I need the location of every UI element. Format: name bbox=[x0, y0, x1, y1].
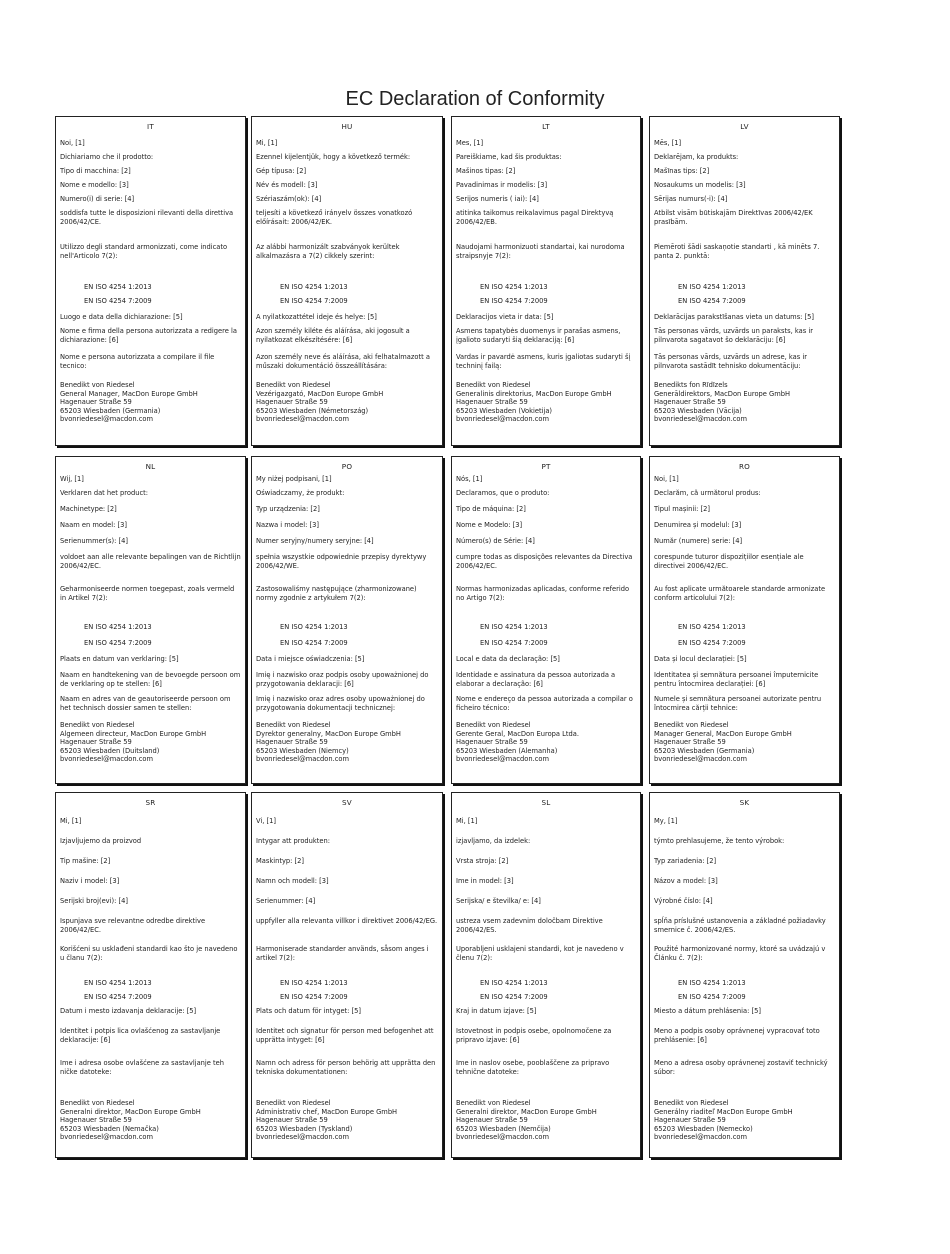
standard-line: EN ISO 4254 7:2009 bbox=[84, 297, 152, 305]
declaration-line: Plaats en datum van verklaring: [5] bbox=[60, 655, 179, 663]
language-code: NL bbox=[145, 462, 156, 471]
declaration-line: Azon személy kiléte és aláírása, aki jogosult a nyilatkozat elkészítésére: [6] bbox=[256, 327, 412, 344]
declaration-line: Naam en model: [3] bbox=[60, 521, 127, 529]
language-code: LT bbox=[542, 122, 550, 131]
standard-line: EN ISO 4254 7:2009 bbox=[84, 993, 152, 1001]
declaration-line: Pavadinimas ir modelis: [3] bbox=[456, 181, 548, 189]
declaration-line: Namn och modell: [3] bbox=[256, 877, 329, 885]
standard-line: EN ISO 4254 1:2013 bbox=[678, 979, 746, 987]
declaration-line: Naziv i model: [3] bbox=[60, 877, 120, 885]
declaration-line: Machinetype: [2] bbox=[60, 505, 117, 513]
declaration-line: izjavljamo, da izdelek: bbox=[456, 837, 531, 845]
declaration-line: Geharmoniseerde normen toegepast, zoals vermeld in Artikel 7(2): bbox=[60, 585, 237, 602]
contact-block: Benedikt von Riedesel Dyrektor generalny, MacDon Europe GmbH Hagenauer Straße 59 65203 Wiesbaden (Niemcy) bvonriedesel@macdon.com bbox=[256, 721, 401, 763]
declaration-line: Typ urządzenia: [2] bbox=[256, 505, 320, 513]
contact-block: Benedikt von Riedesel Manager General, MacDon Europe GmbH Hagenauer Straße 59 65203 Wiesbaden (Germania) bvonriedesel@macdon.com bbox=[654, 721, 792, 763]
declaration-line: Nome e modello: [3] bbox=[60, 181, 129, 189]
declaration-line: Gép típusa: [2] bbox=[256, 167, 307, 175]
declaration-line: Naam en adres van de geautoriseerde persoon om het technisch dossier samen te stellen: bbox=[60, 695, 233, 712]
standard-line: EN ISO 4254 7:2009 bbox=[678, 639, 746, 647]
declaration-line: Nosaukums un modelis: [3] bbox=[654, 181, 746, 189]
declaration-line: Vrsta stroja: [2] bbox=[456, 857, 509, 865]
declaration-line: My niżej podpisani, [1] bbox=[256, 475, 332, 483]
declaration-box-it bbox=[55, 116, 246, 446]
language-code: PO bbox=[341, 462, 353, 471]
declaration-box-po bbox=[251, 456, 443, 784]
declaration-line: Utilizzo degli standard armonizzati, come indicato nell'Articolo 7(2): bbox=[60, 243, 230, 260]
declaration-line: Vardas ir pavardė asmens, kuris įgaliotas sudaryti šį techninį failą: bbox=[456, 353, 633, 370]
declaration-line: Naam en handtekening van de bevoegde persoon om de verklaring op te stellen: [6] bbox=[60, 671, 243, 688]
declaration-line: Meno a podpis osoby oprávnenej vypracovať toto prehlásenie: [6] bbox=[654, 1027, 822, 1044]
standard-line: EN ISO 4254 7:2009 bbox=[84, 639, 152, 647]
declaration-line: My, [1] bbox=[654, 817, 678, 825]
contact-block: Benedikt von Riedesel Generalinis direktorius, MacDon Europe GmbH Hagenauer Straße 59 65203 Wiesbaden (Vokietija) bvonriedesel@macdon.com bbox=[456, 381, 612, 423]
declaration-line: Serijska/ e številka/ e: [4] bbox=[456, 897, 541, 905]
declaration-line: corespunde tuturor dispozițiilor esențiale ale directivei 2006/42/EC. bbox=[654, 553, 806, 570]
standard-line: EN ISO 4254 7:2009 bbox=[678, 993, 746, 1001]
declaration-line: Dichiariamo che il prodotto: bbox=[60, 153, 154, 161]
declaration-line: Datum i mesto izdavanja deklaracije: [5] bbox=[60, 1007, 197, 1015]
declaration-line: Noi, [1] bbox=[654, 475, 679, 483]
declaration-line: Noi, [1] bbox=[60, 139, 85, 147]
declaration-box-lv bbox=[649, 116, 840, 446]
contact-block: Benedikt von Riedesel Gerente Geral, MacDon Europa Ltda. Hagenauer Straße 59 65203 Wiesbaden (Alemanha) bvonriedesel@macdon.com bbox=[456, 721, 579, 763]
language-code: PT bbox=[541, 462, 551, 471]
declaration-line: Namn och adress för person behörig att upprätta den tekniska dokumentationen: bbox=[256, 1059, 438, 1076]
declaration-line: Pareiškiame, kad šis produktas: bbox=[456, 153, 562, 161]
declaration-line: Tās personas vārds, uzvārds un adrese, kas ir pilnvarota sastādīt tehnisko dokumentāciju: bbox=[654, 353, 810, 370]
declaration-line: Plats och datum för intyget: [5] bbox=[256, 1007, 362, 1015]
declaration-line: Identitatea și semnătura persoanei împuternicite pentru întocmirea declarației: [6] bbox=[654, 671, 821, 688]
language-code: SV bbox=[342, 798, 352, 807]
declaration-line: Serijski broj(evi): [4] bbox=[60, 897, 128, 905]
declaration-line: Numele și semnătura persoanei autorizate pentru întocmirea cărții tehnice: bbox=[654, 695, 824, 712]
declaration-line: Declaramos, que o produto: bbox=[456, 489, 550, 497]
declaration-line: Oświadczamy, że produkt: bbox=[256, 489, 345, 497]
declaration-line: Tipo di macchina: [2] bbox=[60, 167, 131, 175]
declaration-line: Piemēroti šādi saskaņotie standarti , kā minēts 7. panta 2. punktā: bbox=[654, 243, 822, 260]
language-code: SR bbox=[145, 798, 156, 807]
declaration-line: Mi, [1] bbox=[60, 817, 82, 825]
declaration-line: voldoet aan alle relevante bepalingen van de Richtlijn 2006/42/EC. bbox=[60, 553, 243, 570]
declaration-line: cumpre todas as disposições relevantes da Directiva 2006/42/EC. bbox=[456, 553, 635, 570]
declaration-line: ustreza vsem zadevnim določbam Direktive 2006/42/ES. bbox=[456, 917, 605, 934]
declaration-line: Tipul mașinii: [2] bbox=[654, 505, 710, 513]
declaration-line: Normas harmonizadas aplicadas, conforme referido no Artigo 7(2): bbox=[456, 585, 632, 602]
declaration-line: Deklarācijas parakstīšanas vieta un datums: [5] bbox=[654, 313, 815, 321]
declaration-line: Ezennel kijelentjük, hogy a következő termék: bbox=[256, 153, 411, 161]
declaration-line: Imię i nazwisko oraz adres osoby upoważnionej do przygotowania dokumentacji technicznej: bbox=[256, 695, 427, 712]
declaration-line: Azon személy neve és aláírása, aki felhatalmazott a műszaki dokumentáció összeállítására: bbox=[256, 353, 433, 370]
contact-block: Benedikt von Riedesel General Manager, MacDon Europe GmbH Hagenauer Straße 59 65203 Wiesbaden (Germania) bvonriedesel@macdon.com bbox=[60, 381, 198, 423]
declaration-line: Denumirea și modelul: [3] bbox=[654, 521, 742, 529]
declaration-line: spełnia wszystkie odpowiednie przepisy dyrektywy 2006/42/WE. bbox=[256, 553, 429, 570]
declaration-line: Izjavljujemo da proizvod bbox=[60, 837, 142, 845]
language-code: HU bbox=[341, 122, 353, 131]
declaration-line: Ispunjava sve relevantne odredbe direktive 2006/42/EC. bbox=[60, 917, 208, 934]
declaration-line: Número(s) de Série: [4] bbox=[456, 537, 535, 545]
standard-line: EN ISO 4254 1:2013 bbox=[480, 623, 548, 631]
declaration-line: Vi, [1] bbox=[256, 817, 277, 825]
declaration-box-sk bbox=[649, 792, 840, 1158]
language-code: IT bbox=[147, 122, 154, 131]
standard-line: EN ISO 4254 7:2009 bbox=[480, 639, 548, 647]
standard-line: EN ISO 4254 1:2013 bbox=[280, 283, 348, 291]
standard-line: EN ISO 4254 1:2013 bbox=[84, 623, 152, 631]
declaration-line: Korišćeni su usklađeni standardi kao što je navedeno u članu 7(2): bbox=[60, 945, 240, 962]
declaration-line: Tip mašine: [2] bbox=[60, 857, 111, 865]
declaration-box-pt bbox=[451, 456, 641, 784]
declaration-line: Istovetnost in podpis osebe, opolnomočene za pripravo izjave: [6] bbox=[456, 1027, 614, 1044]
declaration-line: Kraj in datum izjave: [5] bbox=[456, 1007, 537, 1015]
declaration-line: Număr (numere) serie: [4] bbox=[654, 537, 743, 545]
declaration-box-hu bbox=[251, 116, 443, 446]
document-title: EC Declaration of Conformity bbox=[345, 88, 605, 110]
declaration-line: Mes, [1] bbox=[456, 139, 484, 147]
declaration-line: Au fost aplicate următoarele standarde armonizate conform articolului 7(2): bbox=[654, 585, 828, 602]
declaration-line: Az alábbi harmonizált szabványok kerültek alkalmazásra a 7(2) cikkely szerint: bbox=[256, 243, 402, 260]
declaration-line: Nome e firma della persona autorizzata a redigere la dichiarazione: [6] bbox=[60, 327, 240, 344]
contact-block: Benedikt von Riedesel Algemeen directeur, MacDon Europe GmbH Hagenauer Straße 59 65203 Wiesbaden (Duitsland) bvonriedesel@macdon.com bbox=[60, 721, 207, 763]
language-code: RO bbox=[738, 462, 751, 471]
declaration-line: Verklaren dat het product: bbox=[60, 489, 148, 497]
declaration-line: Wij, [1] bbox=[60, 475, 84, 483]
standard-line: EN ISO 4254 7:2009 bbox=[678, 297, 746, 305]
declaration-box-ro bbox=[649, 456, 840, 784]
declaration-line: Miesto a dátum prehlásenia: [5] bbox=[654, 1007, 761, 1015]
declaration-line: Identidade e assinatura da pessoa autorizada a elaborar a declaração: [6] bbox=[456, 671, 618, 688]
language-code: LV bbox=[740, 122, 749, 131]
declaration-box-sl bbox=[451, 792, 641, 1158]
declaration-line: Mi, [1] bbox=[456, 817, 478, 825]
declaration-line: Asmens tapatybės duomenys ir parašas asmens, įgalioto sudaryti šią deklaraciją: [6] bbox=[456, 327, 623, 344]
standard-line: EN ISO 4254 1:2013 bbox=[280, 979, 348, 987]
standard-line: EN ISO 4254 7:2009 bbox=[280, 297, 348, 305]
contact-block: Benedikt von Riedesel Vezérigazgató, MacDon Europe GmbH Hagenauer Straße 59 65203 Wiesbaden (Németország) bvonriedesel@macdon.com bbox=[256, 381, 384, 423]
declaration-line: Maskintyp: [2] bbox=[256, 857, 304, 865]
declaration-line: Deklarējam, ka produkts: bbox=[654, 153, 739, 161]
declaration-line: Meno a adresa osoby oprávnenej zostaviť technický súbor: bbox=[654, 1059, 830, 1076]
declaration-line: Harmoniserade standarder används, såsom anges i artikel 7(2): bbox=[256, 945, 431, 962]
declaration-line: Local e data da declaração: [5] bbox=[456, 655, 560, 663]
declaration-line: Data și locul declarației: [5] bbox=[654, 655, 747, 663]
declaration-line: Sērijas numurs(-i): [4] bbox=[654, 195, 728, 203]
contact-block: Benedikt von Riedesel Generálny riaditeľ MacDon Europe GmbH Hagenauer Straße 59 65203 Wiesbaden (Nemecko) bvonriedesel@macdon.com bbox=[654, 1099, 793, 1141]
declaration-line: Ime i adresa osobe ovlašćene za sastavljanje teh ničke datoteke: bbox=[60, 1059, 227, 1076]
standard-line: EN ISO 4254 7:2009 bbox=[480, 993, 548, 1001]
declaration-box-nl bbox=[55, 456, 246, 784]
declaration-line: Typ zariadenia: [2] bbox=[654, 857, 717, 865]
declaration-line: týmto prehlasujeme, že tento výrobok: bbox=[654, 837, 785, 845]
declaration-line: Ime in naslov osebe, pooblaščene za pripravo tehnične datoteke: bbox=[456, 1059, 612, 1076]
declaration-line: Serienummer: [4] bbox=[256, 897, 316, 905]
standard-line: EN ISO 4254 1:2013 bbox=[678, 283, 746, 291]
declaration-line: Použité harmonizované normy, ktoré sa uvádzajú v Článku č. 7(2): bbox=[654, 945, 828, 962]
declaration-line: Ime in model: [3] bbox=[456, 877, 514, 885]
contact-block: Benedikt von Riedesel Generalni direktor, MacDon Europe GmbH Hagenauer Straße 59 65203 Wiesbaden (Nemačka) bvonriedesel@macdon.com bbox=[60, 1099, 201, 1141]
declaration-line: Serienummer(s): [4] bbox=[60, 537, 129, 545]
declaration-line: Naudojami harmonizuoti standartai, kai nurodoma straipsnyje 7(2): bbox=[456, 243, 627, 260]
declaration-line: Nós, [1] bbox=[456, 475, 483, 483]
declaration-box-lt bbox=[451, 116, 641, 446]
declaration-line: Tipo de máquina: [2] bbox=[456, 505, 526, 513]
contact-block: Benedikts fon Rīdīzels Generāldirektors, MacDon Europe GmbH Hagenauer Straße 59 65203 Wiesbaden (Vācija) bvonriedesel@macdon.com bbox=[654, 381, 791, 423]
declaration-line: Deklaracijos vieta ir data: [5] bbox=[456, 313, 554, 321]
declaration-line: Numer seryjny/numery seryjne: [4] bbox=[256, 537, 374, 545]
declaration-line: uppfyller alla relevanta villkor i direktivet 2006/42/EG. bbox=[256, 917, 438, 925]
declaration-line: Mašinos tipas: [2] bbox=[456, 167, 516, 175]
declaration-line: Tās personas vārds, uzvārds un paraksts, kas ir pilnvarota sagatavot šo deklarāciju: [6] bbox=[654, 327, 816, 344]
declaration-line: atitinka taikomus reikalavimus pagal Direktyvą 2006/42/EB. bbox=[456, 209, 616, 226]
declaration-line: Identitet i potpis lica ovlašćenog za sastavljanje deklaracije: [6] bbox=[60, 1027, 223, 1044]
declaration-line: Szériaszám(ok): [4] bbox=[256, 195, 322, 203]
contact-block: Benedikt von Riedesel Generalni direktor, MacDon Europe GmbH Hagenauer Straße 59 65203 Wiesbaden (Nemčija) bvonriedesel@macdon.com bbox=[456, 1099, 597, 1141]
declaration-line: A nyilatkozattétel ideje és helye: [5] bbox=[256, 313, 377, 321]
declaration-line: Identitet och signatur för person med befogenhet att upprätta intyget: [6] bbox=[256, 1027, 436, 1044]
declaration-line: Luogo e data della dichiarazione: [5] bbox=[60, 313, 183, 321]
declaration-line: Nome e persona autorizzata a compilare il file tecnico: bbox=[60, 353, 217, 370]
declaration-line: spĺňa príslušné ustanovenia a základné požiadavky smernice č. 2006/42/ES. bbox=[654, 917, 828, 934]
standard-line: EN ISO 4254 1:2013 bbox=[480, 283, 548, 291]
declaration-line: Mēs, [1] bbox=[654, 139, 682, 147]
contact-block: Benedikt von Riedesel Administrativ chef, MacDon Europe GmbH Hagenauer Straße 59 65203 Wiesbaden (Tyskland) bvonriedesel@macdon.com bbox=[256, 1099, 398, 1141]
declaration-line: teljesíti a következő irányelv összes vonatkozó előírásait: 2006/42/EK. bbox=[256, 209, 415, 226]
declaration-line: Výrobné číslo: [4] bbox=[654, 897, 713, 905]
declaration-line: Názov a model: [3] bbox=[654, 877, 718, 885]
declaration-line: Intygar att produkten: bbox=[256, 837, 330, 845]
language-code: SK bbox=[739, 798, 750, 807]
standard-line: EN ISO 4254 7:2009 bbox=[280, 993, 348, 1001]
declaration-box-sv bbox=[251, 792, 443, 1158]
declaration-line: Nome e endereço da pessoa autorizada a compilar o ficheiro técnico: bbox=[456, 695, 635, 712]
standard-line: EN ISO 4254 1:2013 bbox=[280, 623, 348, 631]
standard-line: EN ISO 4254 7:2009 bbox=[280, 639, 348, 647]
standard-line: EN ISO 4254 1:2013 bbox=[480, 979, 548, 987]
declaration-box-sr bbox=[55, 792, 246, 1158]
standard-line: EN ISO 4254 1:2013 bbox=[678, 623, 746, 631]
declaration-line: Atbilst visām būtiskajām Direktīvas 2006/42/EK prasībām. bbox=[654, 209, 815, 226]
declaration-line: Imię i nazwisko oraz podpis osoby upoważnionej do przygotowania deklaracji: [6] bbox=[256, 671, 431, 688]
declaration-line: Serijos numeris ( iai): [4] bbox=[456, 195, 539, 203]
declaration-line: Zastosowaliśmy następujące (zharmonizowane) normy zgodnie z artykułem 7(2): bbox=[256, 585, 419, 602]
declaration-line: Declarăm, că următorul produs: bbox=[654, 489, 761, 497]
language-code: SL bbox=[541, 798, 551, 807]
standard-line: EN ISO 4254 1:2013 bbox=[84, 979, 152, 987]
standard-line: EN ISO 4254 7:2009 bbox=[480, 297, 548, 305]
standard-line: EN ISO 4254 1:2013 bbox=[84, 283, 152, 291]
declaration-line: Uporabljeni usklajeni standardi, kot je navedeno v členu 7(2): bbox=[456, 945, 626, 962]
declaration-line: Nazwa i model: [3] bbox=[256, 521, 319, 529]
declaration-line: Numero(i) di serie: [4] bbox=[60, 195, 135, 203]
declaration-line: Mi, [1] bbox=[256, 139, 278, 147]
declaration-line: Mašīnas tips: [2] bbox=[654, 167, 710, 175]
declaration-line: Data i miejsce oświadczenia: [5] bbox=[256, 655, 365, 663]
declaration-line: Név és modell: [3] bbox=[256, 181, 318, 189]
declaration-line: Nome e Modelo: [3] bbox=[456, 521, 523, 529]
declaration-line: soddisfa tutte le disposizioni rilevanti della direttiva 2006/42/CE. bbox=[60, 209, 236, 226]
